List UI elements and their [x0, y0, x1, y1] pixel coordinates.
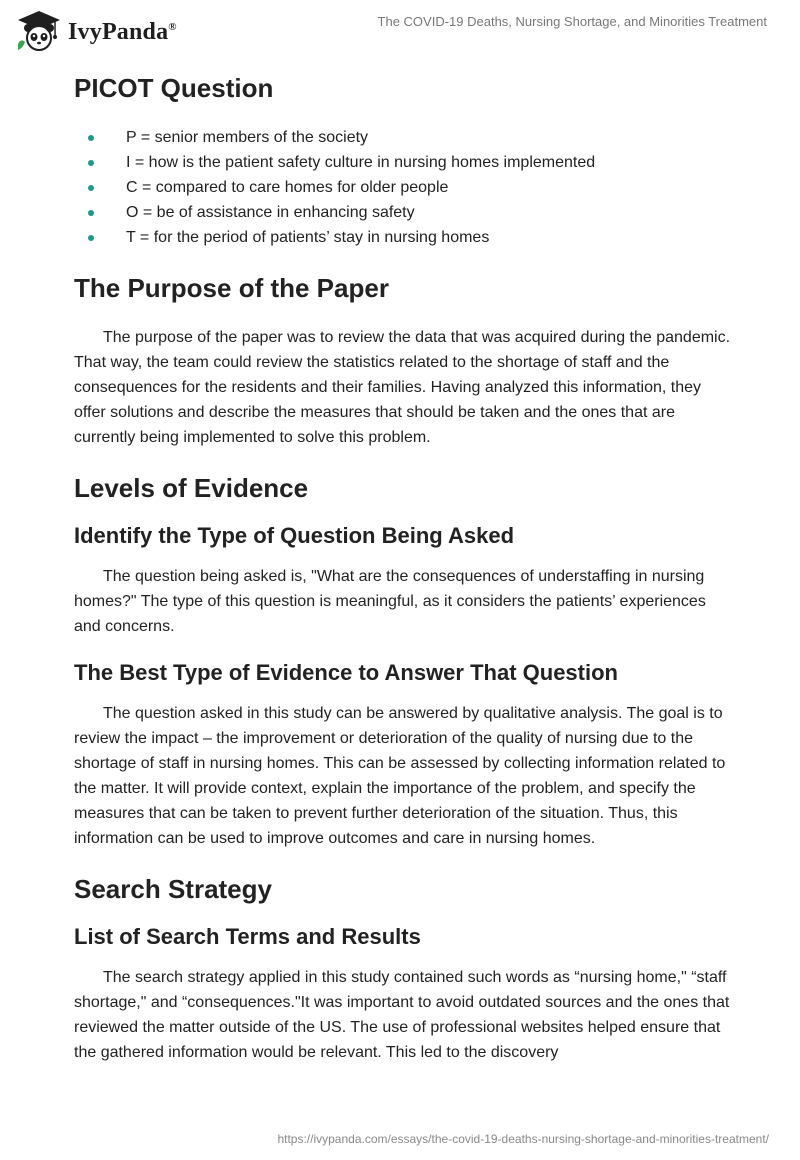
ivypanda-logo[interactable]: [14, 8, 177, 57]
heading-search-terms: List of Search Terms and Results: [74, 924, 421, 949]
paragraph-best-evidence: The question asked in this study can be answered by qualitative analysis. The goal is to review the impact – the improvement or deterioration of the quality of nursing due to the shortage of staff in nursing homes. This can be assessed by collecting information related to the matter. It will provide context, explain the importance of the problem, and specify the measures that can be taken to prevent further deterioration of the situation. Thus, this information can be used to improve outcomes and care in nursing homes.: [74, 705, 726, 847]
footer-source-url[interactable]: https://ivypanda.com/essays/the-covid-19-deaths-nursing-shortage-and-minorities-treatment/: [277, 1132, 769, 1146]
heading-picot-question: PICOT Question: [74, 73, 274, 103]
heading-levels-of-evidence: Levels of Evidence: [74, 473, 309, 503]
essay-content: [74, 70, 734, 1065]
page-header: [0, 0, 800, 60]
list-item: O = be of assistance in enhancing safety: [74, 200, 734, 225]
logo-wordmark: IvyPanda: [68, 19, 169, 45]
paragraph-search-terms: The search strategy applied in this study contained such words as “nursing home," “staff shortage," and “consequences."It was important to avoid outdated sources and the ones that reviewed the matter outside of the US. The use of professional websites helped ensure that the gathered information would be relevant. This led to the discovery: [74, 969, 730, 1061]
heading-purpose-of-paper: The Purpose of the Paper: [74, 273, 389, 303]
list-item: P = senior members of the society: [74, 125, 734, 150]
heading-best-evidence: The Best Type of Evidence to Answer That Question: [74, 660, 618, 685]
heading-search-strategy: Search Strategy: [74, 874, 272, 904]
registered-mark: ®: [168, 21, 177, 33]
picot-list: [74, 125, 734, 250]
paragraph-purpose: The purpose of the paper was to review the data that was acquired during the pandemic. That way, the team could review the statistics related to the shortage of staff and the consequences for the residents and their families. Having analyzed this information, they offer solutions and describe the measures that should be taken and the ones that are currently being implemented to solve this problem.: [74, 329, 731, 446]
list-item: C = compared to care homes for older people: [74, 175, 734, 200]
panda-graduate-logo-icon: [14, 8, 64, 57]
running-title: The COVID-19 Deaths, Nursing Shortage, and Minorities Treatment: [377, 14, 767, 29]
list-item: T = for the period of patients’ stay in nursing homes: [74, 225, 734, 250]
list-item: I = how is the patient safety culture in nursing homes implemented: [74, 150, 734, 175]
heading-question-type: Identify the Type of Question Being Asked: [74, 523, 515, 548]
paragraph-question-type: The question being asked is, "What are the consequences of understaffing in nursing homes?" The type of this question is meaningful, as it considers the patients’ experiences and concerns.: [74, 568, 706, 635]
